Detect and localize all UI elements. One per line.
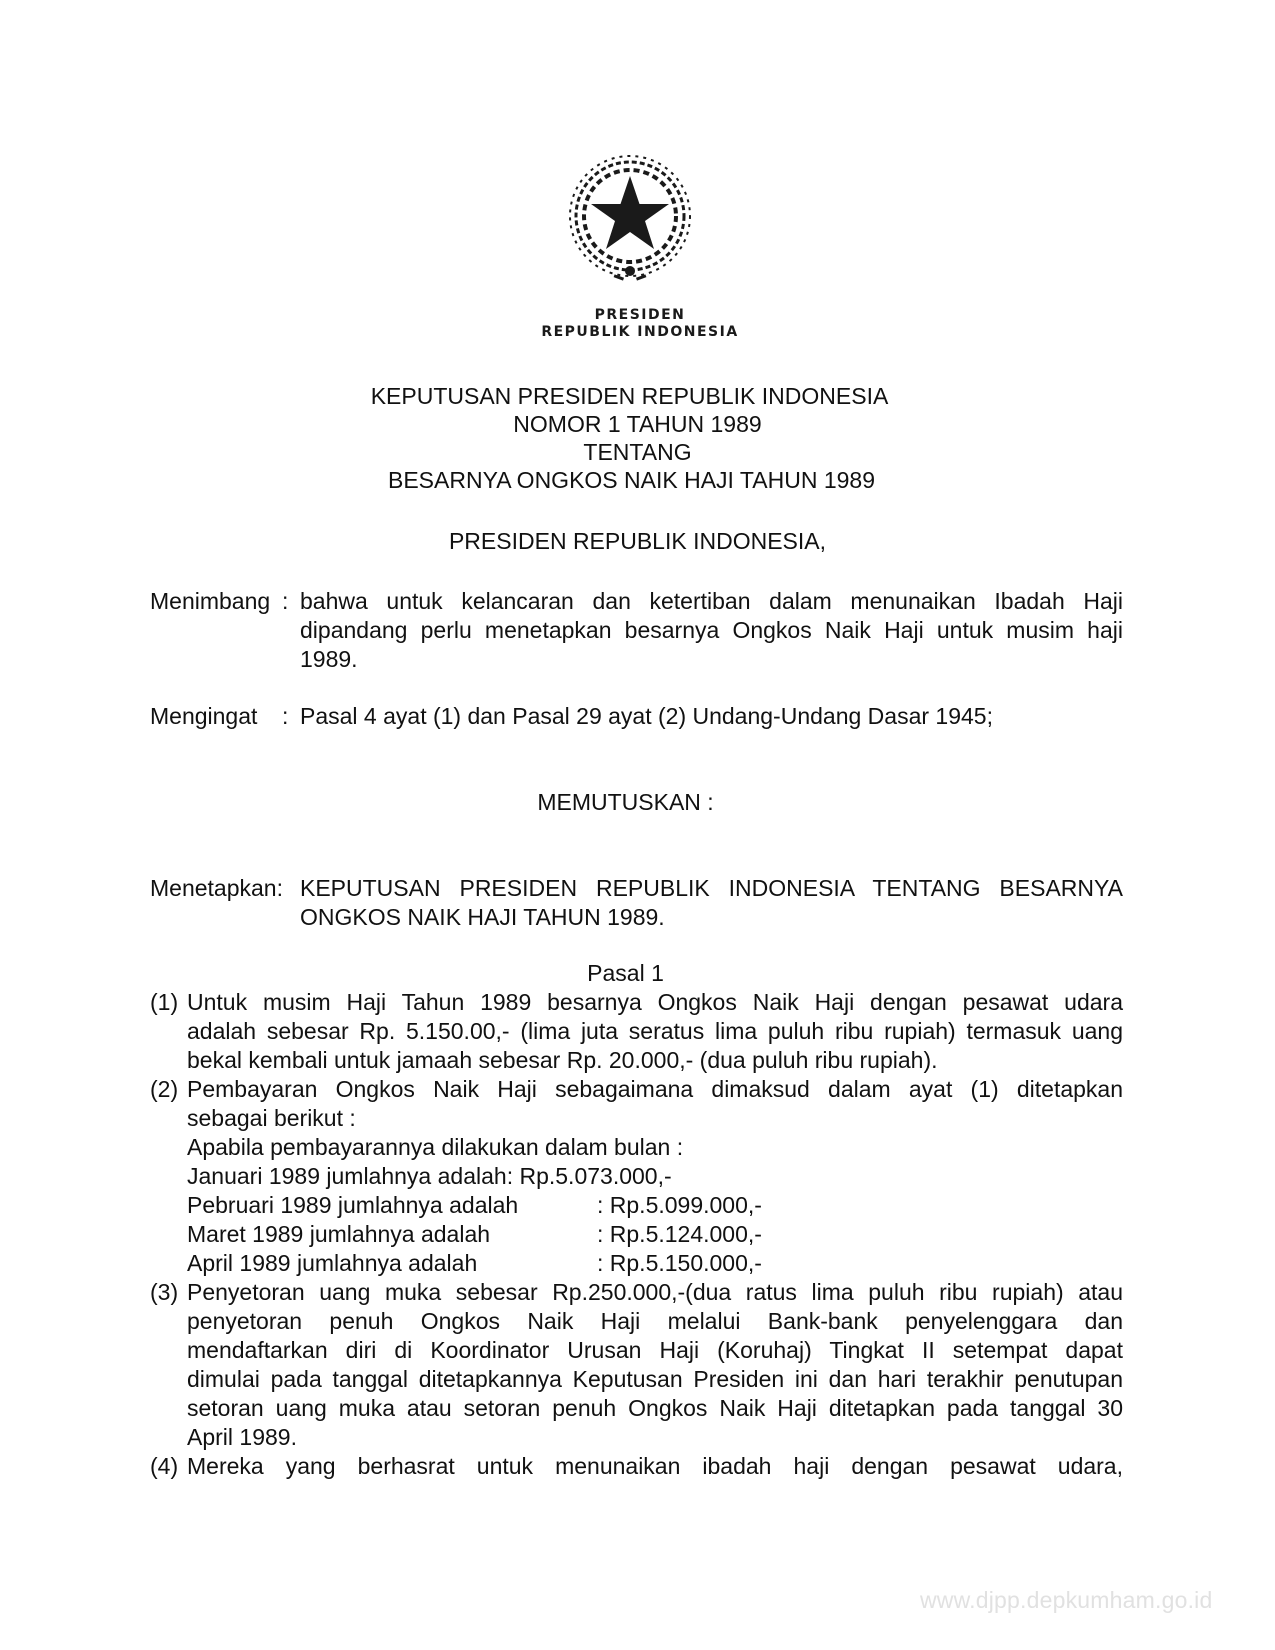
ayat-number: (3) — [150, 1279, 179, 1305]
pasal-1-heading: Pasal 1 — [587, 960, 664, 986]
ayat-line: penyetoran penuh Ongkos Naik Haji melalui Bank-bank penyelenggara dan — [187, 1308, 1123, 1334]
ayat-line: sebagai berikut : — [187, 1105, 356, 1131]
payment-row-april — [187, 1249, 1123, 1278]
mengingat-line: Pasal 4 ayat (1) dan Pasal 29 ayat (2) Undang-Undang Dasar 1945; — [300, 703, 993, 729]
ayat-number: (4) — [150, 1453, 179, 1479]
mengingat-label: Mengingat — [150, 703, 258, 729]
ayat-number: (1) — [150, 989, 179, 1015]
payment-label: Pebruari 1989 jumlahnya adalah — [187, 1192, 519, 1218]
ayat-line: Apabila pembayarannya dilakukan dalam bulan : — [187, 1134, 684, 1160]
payment-value: : Rp.5.124.000,- — [597, 1221, 762, 1247]
menetapkan-text — [300, 874, 1123, 932]
document-title-line-1: KEPUTUSAN PRESIDEN REPUBLIK INDONESIA — [370, 383, 889, 409]
ayat-line: adalah sebesar Rp. 5.150.00,- (lima juta seratus lima puluh ribu rupiah) termasuk uang — [187, 1018, 1123, 1044]
ayat-line: setoran uang muka atau setoran penuh Ongkos Naik Haji ditetapkan pada tanggal 30 — [187, 1395, 1123, 1421]
payment-label: Maret 1989 jumlahnya adalah — [187, 1221, 491, 1247]
menimbang-line: 1989. — [300, 646, 358, 672]
menetapkan-line: KEPUTUSAN PRESIDEN REPUBLIK INDONESIA TENTANG BESARNYA — [300, 875, 1123, 901]
mengingat-text — [300, 702, 1123, 731]
memutuskan-heading: MEMUTUSKAN : — [537, 789, 714, 815]
ayat-line: Mereka yang berhasrat untuk menunaikan ibadah haji dengan pesawat udara, — [187, 1453, 1123, 1479]
ayat-line: dimulai pada tanggal ditetapkannya Keputusan Presiden ini dan hari terakhir penutupan — [187, 1366, 1123, 1392]
ayat-number: (2) — [150, 1076, 179, 1102]
menetapkan-label: Menetapkan: — [150, 875, 283, 901]
menimbang-label: Menimbang — [150, 588, 271, 614]
ayat-line: Untuk musim Haji Tahun 1989 besarnya Ongkos Naik Haji dengan pesawat udara — [187, 989, 1123, 1015]
state-emblem-icon — [554, 150, 706, 290]
payment-label: April 1989 jumlahnya adalah — [187, 1250, 478, 1276]
payment-row-januari — [187, 1162, 1123, 1191]
issuer-heading: PRESIDEN REPUBLIK INDONESIA, — [448, 528, 827, 554]
payment-value: : Rp.5.150.000,- — [597, 1250, 762, 1276]
source-watermark: www.djpp.depkumham.go.id — [920, 1587, 1213, 1613]
payment-row-maret — [187, 1220, 1123, 1249]
mengingat-colon: : — [282, 703, 289, 729]
menimbang-text — [300, 587, 1123, 674]
menimbang-line: bahwa untuk kelancaran dan ketertiban dalam menunaikan Ibadah Haji — [300, 588, 1123, 614]
payment-label: Januari 1989 jumlahnya adalah — [187, 1163, 507, 1189]
document-title-tentang: TENTANG — [583, 439, 692, 465]
menetapkan-line: ONGKOS NAIK HAJI TAHUN 1989. — [300, 904, 665, 930]
document-title-number: NOMOR 1 TAHUN 1989 — [513, 411, 762, 437]
ayat-line: bekal kembali untuk jamaah sebesar Rp. 20.000,- (dua puluh ribu rupiah). — [187, 1047, 938, 1073]
ayat-line: April 1989. — [187, 1424, 297, 1450]
letterhead-line-1: PRESIDEN — [594, 307, 686, 323]
payment-value: : Rp.5.073.000,- — [506, 1163, 672, 1189]
menimbang-line: dipandang perlu menetapkan besarnya Ongkos Naik Haji untuk musim haji — [300, 617, 1123, 643]
payment-value: : Rp.5.099.000,- — [597, 1192, 762, 1218]
ayat-line: Penyetoran uang muka sebesar Rp.250.000,-(dua ratus lima puluh ribu rupiah) atau — [187, 1279, 1123, 1305]
ayat-line: Pembayaran Ongkos Naik Haji sebagaimana dimaksud dalam ayat (1) ditetapkan — [187, 1076, 1123, 1102]
menimbang-colon: : — [282, 588, 289, 614]
payment-row-pebruari — [187, 1191, 1123, 1220]
letterhead-line-2: REPUBLIK INDONESIA — [541, 324, 739, 340]
document-title-subject: BESARNYA ONGKOS NAIK HAJI TAHUN 1989 — [388, 467, 875, 493]
ayat-line: mendaftarkan diri di Koordinator Urusan Haji (Koruhaj) Tingkat II setempat dapat — [187, 1337, 1123, 1363]
